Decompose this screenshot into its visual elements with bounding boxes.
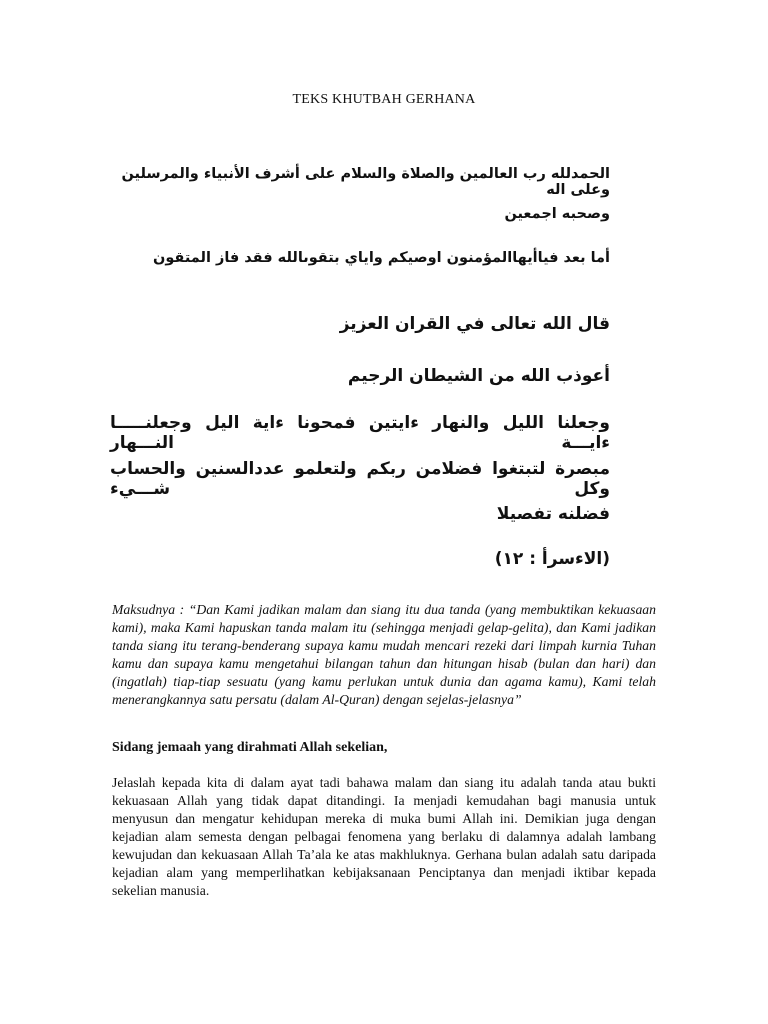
page-title: TEKS KHUTBAH GERHANA — [292, 92, 476, 107]
arabic-verse-line-1: وجعلنا الليل والنهار ءايتين فمحونا ءاية اليل وجعلنـــــا ءايـــة النـــهار — [110, 413, 610, 453]
arabic-opening-line-2: وصحبه اجمعين — [504, 206, 610, 222]
arabic-quran-intro: قال الله تعالى في القران العزيز — [339, 314, 610, 334]
arabic-taawudh: أعوذب الله من الشيطان الرجيم — [347, 366, 610, 386]
body-paragraph: Jelaslah kepada kita di dalam ayat tadi bahawa malam dan siang itu adalah tanda atau bukti kekuasaan Allah yang tidak dapat ditandingi. Ia menjadi kemudahan bagi manusia untuk menyusun dan mengatur kehidupan mereka di muka bumi Allah ini. Demikian juga dengan kejadian alam semesta dengan pelbagai fenomena yang berlaku di dalamnya adalah lambang kewujudan dan kekuasaan Allah Ta’ala ke atas makhluknya. Gerhana bulan adalah satu daripada kejadian alam yang memperlihatkan kebijaksanaan Penciptanya dan menjadi iktibar kepada sekelian manusia. — [112, 775, 656, 898]
verse-translation: Maksudnya : “Dan Kami jadikan malam dan siang itu dua tanda (yang membuktikan kekuasaan kami), maka Kami hapuskan tanda malam itu (sehingga menjadi gelap-gelita), dan Kami jadikan tanda siang itu terang-benderang supaya kamu mudah mencari rezeki dari limpah kurnia Tuhan kamu dan supaya kamu mengetahui bilangan tahun dan hitungan hisab (bulan dan hari) dan (ingatlah) tiap-tiap sesuatu (yang kamu perlukan untuk dunia dan agama kamu), Kami telah menerangkannya satu persatu (dalam Al-Quran) dengan sejelas-jelasnya” — [112, 602, 656, 707]
section-heading: Sidang jemaah yang dirahmati Allah sekelian, — [112, 740, 388, 755]
arabic-verse-line-2: مبصرة لتبتغوا فضلامن ربكم ولتعلمو عددالسنين والحساب وكل شـــيء — [110, 459, 610, 499]
arabic-verse-reference: (الاءسرأ : ١٢) — [494, 549, 610, 569]
arabic-opening-line-1: الحمدلله رب العالمين والصلاة والسلام على أشرف الأنبياء والمرسلين وعلى اله — [121, 166, 610, 198]
arabic-verse-line-3: فضلنه تفصيلا — [496, 504, 610, 524]
arabic-opening-line-3: أما بعد فياأيهاالمؤمنون اوصيكم واياي بتقوىالله فقد فاز المتقون — [152, 250, 610, 266]
